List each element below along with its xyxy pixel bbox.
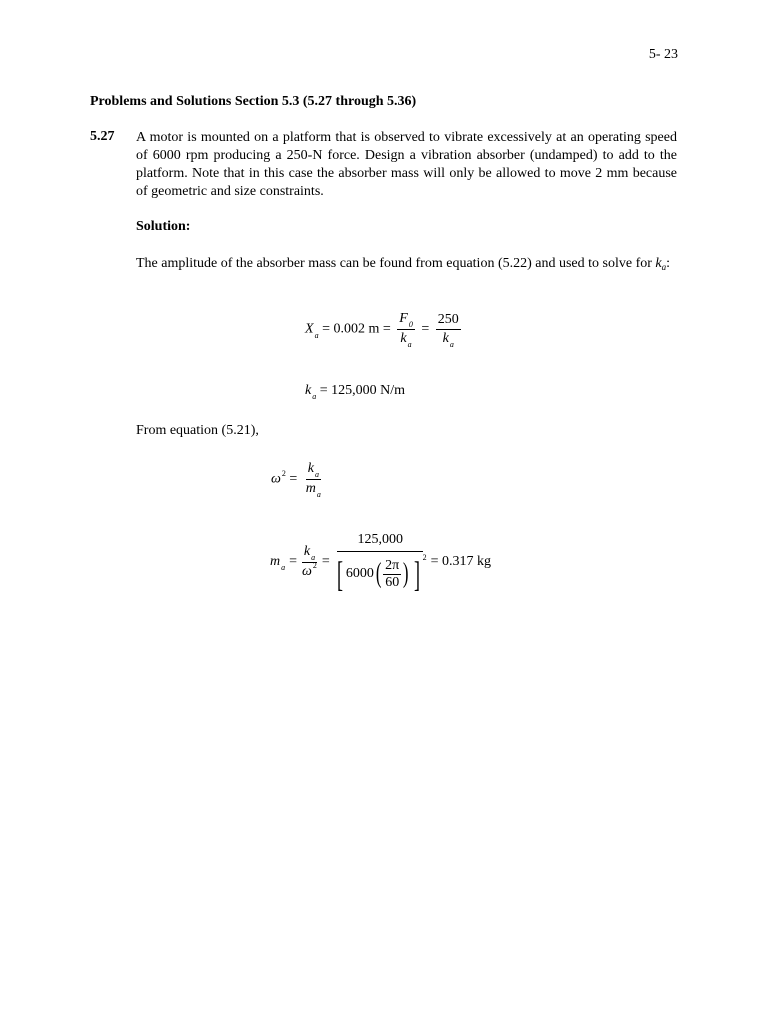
intro-text: The amplitude of the absorber mass can be found from equation (5.22) and used to solve for: [136, 256, 652, 271]
eq4-omega: ω: [302, 563, 312, 579]
eq1-fraction-f0-ka: [397, 311, 415, 348]
eq1-ka-sub: a: [407, 340, 412, 349]
problem-statement: A motor is mounted on a platform that is observed to vibrate excessively at an operating speed of 6000 rpm producing a 250-N force. Design a vibration absorber (undamped) to add to the platform. Note that in this case the absorber mass will only be allowed to move 2 mm because of geometric and size constraints.: [136, 130, 677, 199]
equation-omega: [271, 461, 326, 498]
page-number: 5- 23: [648, 47, 678, 62]
eq1-lhs-var: X: [305, 321, 314, 337]
eq4-denominator: [332, 552, 429, 592]
eq3-num-var: k: [307, 461, 314, 476]
eq1-f0-sub: 0: [408, 320, 413, 329]
eq4-inner-fraction: [383, 559, 401, 590]
eq3-den-var: m: [305, 481, 316, 496]
eq4-coeff: 6000: [345, 566, 374, 581]
intro-variable-subscript: a: [661, 262, 667, 272]
eq3-den-sub: a: [316, 490, 321, 499]
eq3-pow: 2: [281, 468, 286, 478]
eq4-inner-num: 2π: [385, 557, 400, 573]
equation-stiffness: [305, 383, 405, 399]
equation-mass: [270, 532, 491, 592]
intro-variable: k: [655, 256, 662, 271]
equation-amplitude: [305, 311, 464, 348]
eq4-ka-sub: a: [311, 552, 316, 562]
eq4-numerator: 125,000: [337, 532, 423, 552]
problem-number: 5.27: [90, 129, 115, 144]
eq1-ka-var: k: [400, 331, 407, 346]
right-bracket: ]: [413, 554, 420, 594]
solution-intro: [136, 254, 677, 274]
eq4-fraction-ka-omega: [300, 544, 319, 581]
left-paren: (: [375, 558, 382, 589]
eq4-omega-pow: 2: [312, 560, 317, 570]
from-equation-text: From equation (5.21),: [136, 423, 259, 438]
eq1-value: = 0.002 m =: [322, 321, 391, 337]
intro-colon: :: [666, 256, 671, 271]
eq4-equals: =: [289, 554, 298, 569]
eq3-equals: =: [289, 471, 298, 487]
eq1-fraction-250-ka: [436, 312, 461, 348]
eq4-equals2: =: [321, 554, 330, 569]
eq4-ka-var: k: [303, 543, 311, 559]
eq2-sub: a: [312, 392, 317, 401]
eq4-outer-pow: 2: [422, 553, 427, 562]
eq1-num-250: 250: [436, 312, 461, 330]
eq4-lhs-sub: a: [281, 562, 286, 572]
eq1-lhs-sub: a: [314, 330, 319, 340]
eq4-big-fraction: [332, 532, 429, 592]
eq4-lhs-var: m: [270, 554, 281, 569]
eq1-ka2-var: k: [442, 330, 449, 346]
eq4-inner-den: 60: [385, 574, 400, 590]
eq4-result: = 0.317 kg: [430, 554, 491, 569]
eq3-num-sub: a: [314, 470, 319, 479]
eq3-fraction: [304, 461, 323, 498]
left-bracket: [: [336, 554, 343, 594]
solution-label: Solution:: [136, 219, 191, 234]
eq1-equals: =: [421, 321, 430, 337]
eq3-omega: ω: [271, 471, 281, 487]
section-title: Problems and Solutions Section 5.3 (5.27 through 5.36): [90, 94, 417, 109]
eq2-value: = 125,000 N/m: [319, 383, 406, 398]
eq1-ka2-sub: a: [449, 339, 454, 349]
eq2-var: k: [305, 383, 312, 398]
eq1-f0-var: F: [399, 311, 408, 326]
right-paren: ): [403, 558, 409, 589]
